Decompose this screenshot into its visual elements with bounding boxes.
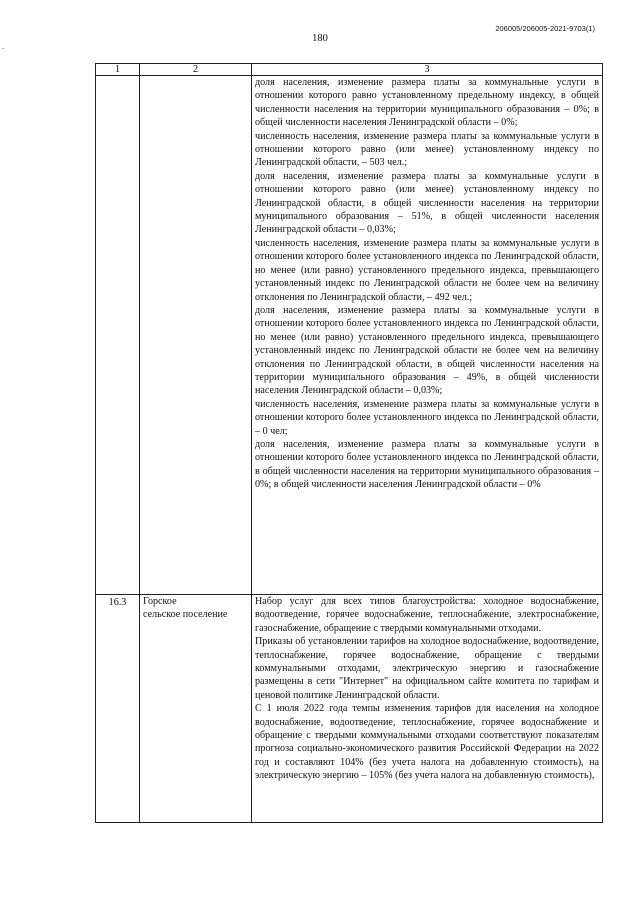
settlement-name-cell: [140, 595, 252, 823]
content-table: [95, 63, 603, 823]
paragraph: численность населения, изменение размера платы за коммунальные услуги в отношении которого более установленного индекса по Ленинградской области, но менее (или равно) установленного предельного индекса, превышающего установленный индекс по Ленинградской области не более чем на величину отклонения по Ленинградской области, – 492 чел.;: [255, 237, 599, 303]
paragraph: численность населения, изменение размера платы за коммунальные услуги в отношении которого равно (или менее) установленному индексу по Ленинградской области, – 503 чел.;: [255, 130, 599, 169]
table-row: [96, 76, 603, 595]
table-row: [96, 595, 603, 823]
column-header-2: 2: [140, 64, 252, 76]
page-number: 180: [312, 33, 328, 44]
paragraph: доля населения, изменение размера платы за коммунальные услуги в отношении которого равно (или менее) установленному индексу по Ленинградской области, в общей численности населения на территории муниципального образования – 51%, в общей численности населения Ленинградской области – 0,03%;: [255, 170, 599, 236]
row-number-cell: 16.3: [96, 595, 140, 823]
column-header-1: 1: [96, 64, 140, 76]
margin-mark: -: [2, 44, 5, 52]
paragraph: доля населения, изменение размера платы за коммунальные услуги в отношении которого равно установленному предельному индексу, в общей численности населения на территории муниципального образования – 0%; в общей численности населения Ленинградской области – 0%;: [255, 77, 599, 129]
settlement-name-line: Горское: [143, 596, 177, 607]
settlement-name-line: сельское поселение: [143, 609, 228, 621]
paragraph: доля населения, изменение размера платы за коммунальные услуги в отношении которого более установленного индекса по Ленинградской области, в общей численности населения на территории муниципального образования – 0%; в общей численности населения Ленинградской области – 0%: [255, 438, 599, 491]
description-cell: [252, 76, 603, 595]
paragraph: Набор услуг для всех типов благоустройства: холодное водоснабжение, водоотведение, горячее водоснабжение, теплоснабжение, электроснабжение, газоснабжение, обращение с твердыми коммунальными отходами.: [255, 596, 599, 634]
settlement-name-cell: [140, 76, 252, 595]
description-cell: [252, 595, 603, 823]
row-number-cell: [96, 76, 140, 595]
document-id: 206005/206005-2021-9703(1): [495, 24, 595, 33]
paragraph: доля населения, изменение размера платы за коммунальные услуги в отношении которого более установленного индекса по Ленинградской области, но менее (или равно) установленного предельного индекса, превышающего установленный индекс по Ленинградской области не более чем на величину отклонения по Ленинградской области, в общей численности населения на территории муниципального образования – 49%, в общей численности населения Ленинградской области – 0,03%;: [255, 304, 599, 397]
paragraph: Приказы об установлении тарифов на холодное водоснабжение, водоотведение, теплоснабжение, горячее водоснабжение, обращение с твердыми коммунальными отходами, электрическую энергию и газоснабжение размещены в сети "Интернет" на официальном сайте комитета по тарифам и ценовой политике Ленинградской области.: [255, 636, 599, 701]
paragraph: численность населения, изменение размера платы за коммунальные услуги в отношении которого более установленного индекса по Ленинградской области, – 0 чел;: [255, 398, 599, 437]
paragraph: С 1 июля 2022 года темпы изменения тарифов для населения на холодное водоснабжение, водоотведение, теплоснабжение, горячее водоснабжение и обращение с твердыми коммунальными отходами соответствуют показателям прогноза социально-экономического развития Российской Федерации на 2022 год и составляют 104% (без учета налога на добавленную стоимость), на электрическую энергию – 105% (без учета налога на добавленную стоимость),: [255, 703, 599, 782]
column-header-3: 3: [252, 64, 603, 76]
table-header-row: [96, 64, 603, 76]
